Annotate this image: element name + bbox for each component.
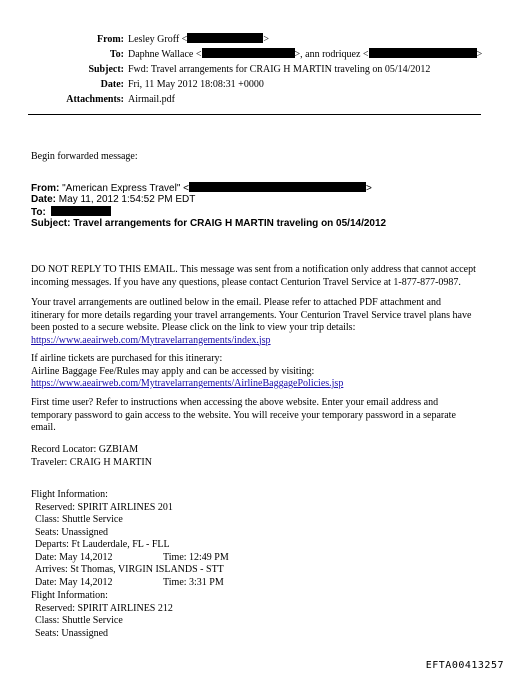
flight-heading: Flight Information: [31, 590, 108, 601]
header-from-label: From: [96, 34, 124, 45]
flight-heading: Flight Information: [31, 489, 108, 500]
flight-arrival-date: Date: May 14,2012 [35, 576, 113, 588]
forwarded-date-value: May 11, 2012 1:54:52 PM EDT [58, 194, 196, 205]
flight-arrival-time: Time: 3:31 PM [163, 576, 224, 588]
header-attachments-value: Airmail.pdf [128, 94, 175, 105]
arrangements-paragraph: Your travel arrangements are outlined below in the email. Please refer to attached PDF attachment and itinerary for more details regarding your travel arrangements. Your Centurion Travel Service travel plans have been posted to a secure website. Please click on the link to view your trip details: https://www.aeairweb.com/Mytravelarrangements/index.jsp [31, 297, 472, 346]
forwarded-to-row [31, 206, 111, 218]
header-divider [28, 114, 481, 115]
header-from-row: From: Lesley Groff < > [96, 34, 269, 45]
forward-intro: Begin forwarded message: [31, 151, 138, 162]
flight-seats: Seats: Unassigned [35, 526, 109, 538]
redaction-box [187, 33, 263, 43]
header-to-value: Daphne Wallace < [128, 49, 202, 60]
first-time-paragraph: First time user? Refer to instructions when accessing the above website. Enter your email address and temporary password to gain access to the website. You will receive your temporary password in a separate email. [31, 397, 456, 433]
header-subject-row [0, 63, 512, 76]
header-date-label: Date: [100, 79, 124, 90]
flight-reserved: Reserved: SPIRIT AIRLINES 201 [35, 501, 173, 513]
baggage-paragraph: If airline tickets are purchased for this itinerary: Airline Baggage Fee/Rules may apply and can be accessed by visiting: https://www.aeairweb.com/Mytravelarrangements/AirlineBaggagePolicies.jsp [31, 353, 344, 389]
flight-arrival-row [31, 577, 493, 590]
forwarded-from-row: From: "American Express Travel" < > [31, 183, 372, 194]
header-date-value: Fri, 11 May 2012 18:08:31 +0000 [128, 79, 264, 90]
notice-paragraph: DO NOT REPLY TO THIS EMAIL. This message was sent from a notification only address that cannot accept incoming messages. If you have any questions, please contact Centurion Travel Service at 1-877-877-0987. [31, 264, 476, 288]
header-attachments-label: Attachments: [66, 94, 124, 105]
flight-departs: Departs: Ft Lauderdale, FL - FLL [35, 539, 170, 550]
flight-arrives: Arrives: St Thomas, VIRGIN ISLANDS - STT [35, 564, 224, 575]
redaction-box [189, 182, 366, 192]
header-subject-value: Fwd: Travel arrangements for CRAIG H MARTIN traveling on 05/14/2012 [128, 64, 431, 75]
baggage-policies-link[interactable]: https://www.aeairweb.com/Mytravelarrangements/AirlineBaggagePolicies.jsp [31, 378, 344, 389]
forwarded-from-value: "American Express Travel" < [62, 183, 189, 194]
forwarded-subject-row [31, 218, 386, 229]
email-header [0, 33, 512, 106]
flight-class: Class: Shuttle Service [35, 514, 123, 525]
forwarded-to-label: To: [31, 207, 46, 218]
header-from-value: Lesley Groff < [128, 34, 188, 45]
header-to-label: To: [109, 49, 124, 60]
record-locator: Record Locator: GZBIAM [31, 444, 139, 455]
forwarded-subject-label: Subject: [31, 218, 71, 229]
header-attachments-row [0, 93, 512, 106]
flight-class: Class: Shuttle Service [35, 615, 123, 626]
flight-departure-date: Date: May 14,2012 [35, 551, 113, 563]
flight-departure-row [31, 552, 493, 565]
trip-details-link[interactable]: https://www.aeairweb.com/Mytravelarrangements/index.jsp [31, 334, 271, 346]
document-id: EFTA00413257 [425, 660, 504, 671]
flight-seats: Seats: Unassigned [35, 627, 109, 639]
forwarded-date-row [31, 194, 195, 205]
redaction-box [202, 48, 295, 58]
traveler-name: Traveler: CRAIG H MARTIN [31, 456, 152, 468]
flight-info-1 [31, 489, 493, 589]
flight-departure-time: Time: 12:49 PM [163, 551, 229, 563]
record-block [31, 444, 493, 469]
redaction-box [369, 48, 477, 58]
header-subject-label: Subject: [88, 64, 124, 75]
flight-info-2 [31, 590, 493, 640]
forwarded-subject-value: Travel arrangements for CRAIG H MARTIN traveling on 05/14/2012 [73, 218, 387, 229]
redaction-box [51, 206, 111, 216]
header-to-row: To: Daphne Wallace < >, ann rodriquez < > [109, 49, 483, 60]
flight-reserved: Reserved: SPIRIT AIRLINES 212 [35, 602, 173, 614]
forwarded-date-label: Date: [31, 194, 57, 205]
header-date-row [0, 78, 512, 91]
forwarded-from-label: From: [31, 183, 60, 194]
